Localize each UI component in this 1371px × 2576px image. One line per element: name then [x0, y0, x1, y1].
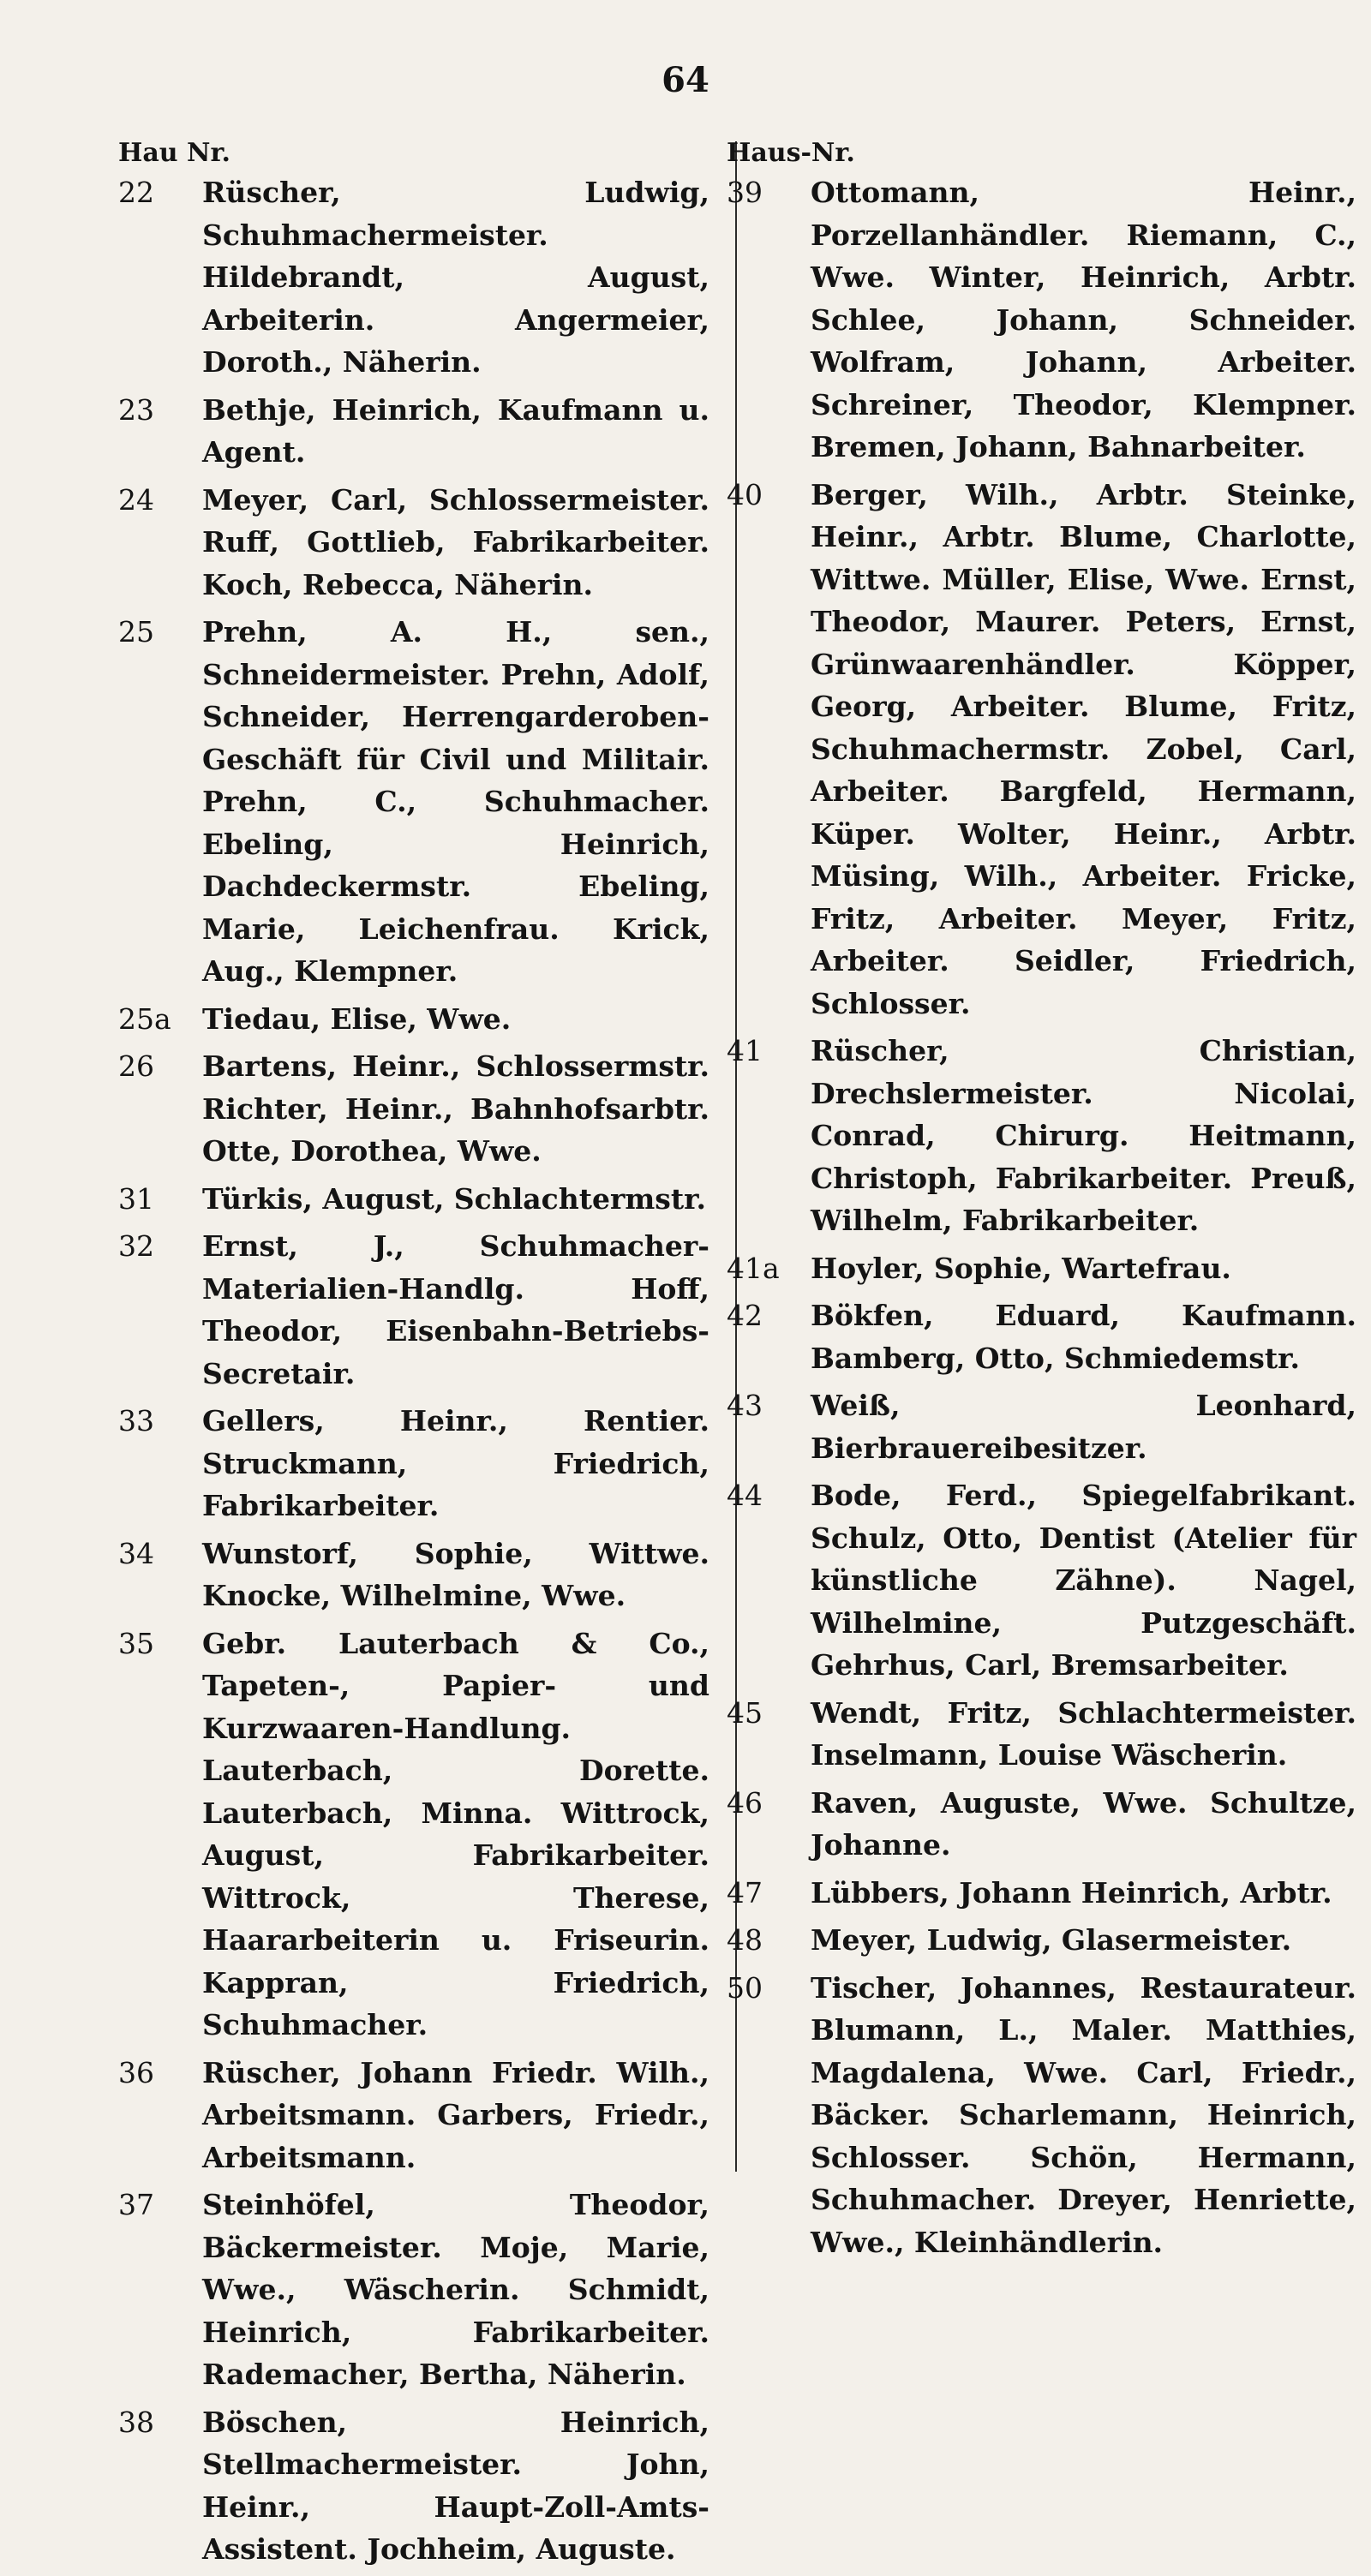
left-column [118, 135, 709, 2576]
house-number: 47 [727, 1875, 763, 1910]
house-number: 48 [727, 1923, 763, 1957]
house-number: 44 [727, 1479, 763, 1512]
directory-entry [118, 479, 709, 607]
residents-text: Ottomann, Heinr., Porzellanhändler. Riemann, C., Wwe. Winter, Heinrich, Arbtr. Schlee, Johann, Schneider. Wolfram, Johann, Arbeiter. Schreiner, Theodor, Klempner. Bremen, Johann, Bahnarbeiter. [811, 176, 1356, 463]
residents-text: Prehn, A. H., sen., Schneidermeister. Prehn, Adolf, Schneider, Herrengarderoben-Geschäft für Civil und Militair. Prehn, C., Schuhmacher. Ebeling, Heinrich, Dachdeckermstr. Ebeling, Marie, Leichenfrau. Krick, Aug., Klempner. [202, 615, 709, 988]
directory-entry [727, 1247, 1356, 1290]
residents-text: Tiedau, Elise, Wwe. [202, 1001, 512, 1036]
directory-entry [118, 611, 709, 993]
directory-entry [727, 1474, 1356, 1687]
house-number: 36 [118, 2055, 154, 2089]
left-column-header: Hau Nr. [118, 138, 230, 168]
residents-text: Bethje, Heinrich, Kaufmann u. Agent. [202, 392, 709, 469]
directory-entry [118, 171, 709, 384]
directory-entry [727, 1782, 1356, 1867]
residents-text: Rüscher, Ludwig, Schuhmachermeister. Hildebrandt, August, Arbeiterin. Angermeier, Doroth., Näherin. [202, 176, 709, 379]
house-number: 38 [118, 2405, 154, 2439]
directory-entry [727, 474, 1356, 1025]
residents-text: Berger, Wilh., Arbtr. Steinke, Heinr., Arbtr. Blume, Charlotte, Wittwe. Müller, Elise, Wwe. Ernst, Theodor, Maurer. Peters, Ernst, Grünwaarenhändler. Köpper, Georg, Arbeiter. Blume, Fritz, Schuhmachermstr. Zobel, Carl, Arbeiter. Bargfeld, Hermann, Küper. Wolter, Heinr., Arbtr. Müsing, Wilh., Arbeiter. Fricke, Fritz, Arbeiter. Meyer, Fritz, Arbeiter. Seidler, Friedrich, Schlosser. [811, 477, 1356, 1020]
directory-entry [118, 998, 709, 1041]
house-number: 45 [727, 1695, 763, 1730]
house-number: 42 [727, 1299, 763, 1332]
directory-entry [118, 1225, 709, 1395]
house-number: 34 [118, 1536, 154, 1570]
house-number: 37 [118, 2188, 154, 2221]
house-number: 39 [727, 176, 763, 209]
residents-text: Meyer, Ludwig, Glasermeister. [811, 1923, 1292, 1957]
directory-entry [727, 1919, 1356, 1962]
right-column [727, 135, 1356, 2268]
residents-text: Meyer, Carl, Schlossermeister. Ruff, Gottlieb, Fabrikarbeiter. Koch, Rebecca, Näherin. [202, 482, 709, 601]
directory-entry [118, 1533, 709, 1617]
residents-text: Wendt, Fritz, Schlachtermeister. Inselmann, Louise Wäscherin. [811, 1695, 1356, 1772]
house-number: 32 [118, 1229, 154, 1263]
residents-text: Hoyler, Sophie, Wartefrau. [811, 1251, 1231, 1285]
directory-entry [118, 2401, 709, 2571]
house-number: 24 [118, 482, 154, 517]
residents-text: Lübbers, Johann Heinrich, Arbtr. [811, 1875, 1332, 1910]
residents-text: Rüscher, Christian, Drechslermeister. Nicolai, Conrad, Chirurg. Heitmann, Christoph, Fabrikarbeiter. Preuß, Wilhelm, Fabrikarbeiter. [811, 1034, 1356, 1237]
house-number: 31 [118, 1181, 154, 1216]
house-number: 46 [727, 1785, 763, 1820]
directory-entry [118, 389, 709, 474]
right-entries [727, 171, 1356, 2263]
directory-entry [118, 1178, 709, 1221]
residents-text: Tischer, Johannes, Restaurateur. Blumann, L., Maler. Matthies, Magdalena, Wwe. Carl, Friedr., Bäcker. Scharlemann, Heinrich, Schlosser. Schön, Hermann, Schuhmacher. Dreyer, Henriette, Wwe., Kleinhändlerin. [811, 1970, 1356, 2259]
residents-text: Steinhöfel, Theodor, Bäckermeister. Moje, Marie, Wwe., Wäscherin. Schmidt, Heinrich, Fabrikarbeiter. Rademacher, Bertha, Näherin. [202, 2188, 709, 2391]
directory-entry [118, 1400, 709, 1527]
directory-entry [727, 1030, 1356, 1242]
residents-text: Rüscher, Johann Friedr. Wilh., Arbeitsmann. Garbers, Friedr., Arbeitsmann. [202, 2055, 709, 2174]
directory-entry [118, 2052, 709, 2179]
left-entries [118, 171, 709, 2571]
page-number: 64 [662, 60, 709, 100]
house-number: 22 [118, 176, 154, 209]
house-number: 40 [727, 477, 763, 511]
house-number: 25a [118, 1001, 171, 1036]
directory-entry [118, 1045, 709, 1173]
house-number: 23 [118, 392, 154, 427]
residents-text: Wunstorf, Sophie, Wittwe. Knocke, Wilhelmine, Wwe. [202, 1536, 709, 1612]
residents-text: Raven, Auguste, Wwe. Schultze, Johanne. [811, 1785, 1356, 1862]
residents-text: Böschen, Heinrich, Stellmachermeister. John, Heinr., Haupt-Zoll-Amts-Assistent. Jochheim, Auguste. [202, 2405, 709, 2566]
directory-entry [118, 1623, 709, 2047]
house-number: 50 [727, 1970, 763, 2005]
directory-entry [727, 171, 1356, 469]
residents-text: Bökfen, Eduard, Kaufmann. Bamberg, Otto, Schmiedemstr. [811, 1299, 1356, 1375]
house-number: 26 [118, 1049, 154, 1083]
residents-text: Bartens, Heinr., Schlossermstr. Richter, Heinr., Bahnhofsarbtr. Otte, Dorothea, Wwe. [202, 1049, 709, 1168]
house-number: 41 [727, 1034, 763, 1067]
residents-text: Ernst, J., Schuhmacher-Materialien-Handlg. Hoff, Theodor, Eisenbahn-Betriebs-Secretair. [202, 1229, 709, 1390]
house-number: 41a [727, 1251, 780, 1285]
house-number: 35 [118, 1626, 154, 1660]
residents-text: Türkis, August, Schlachtermstr. [202, 1181, 706, 1216]
residents-text: Weiß, Leonhard, Bierbrauereibesitzer. [811, 1389, 1356, 1465]
directory-entry [727, 1967, 1356, 2264]
residents-text: Bode, Ferd., Spiegelfabrikant. Schulz, Otto, Dentist (Atelier für künstliche Zähne). Nagel, Wilhelmine, Putzgeschäft. Gehrhus, Carl, Bremsarbeiter. [811, 1479, 1356, 1682]
directory-entry [727, 1294, 1356, 1379]
house-number: 43 [727, 1389, 763, 1422]
right-column-header: Haus-Nr. [727, 138, 855, 168]
house-number: 33 [118, 1404, 154, 1437]
residents-text: Gellers, Heinr., Rentier. Struckmann, Friedrich, Fabrikarbeiter. [202, 1404, 709, 1522]
directory-entry [727, 1692, 1356, 1777]
directory-entry [727, 1384, 1356, 1469]
residents-text: Gebr. Lauterbach & Co., Tapeten-, Papier- und Kurzwaaren-Handlung. Lauterbach, Dorette. Lauterbach, Minna. Wittrock, August, Fabrikarbeiter. Wittrock, Therese, Haararbeiterin u. Friseurin. Kappran, Friedrich, Schuhmacher. [202, 1626, 709, 2041]
directory-entry [727, 1872, 1356, 1915]
directory-entry [118, 2184, 709, 2396]
house-number: 25 [118, 615, 154, 648]
